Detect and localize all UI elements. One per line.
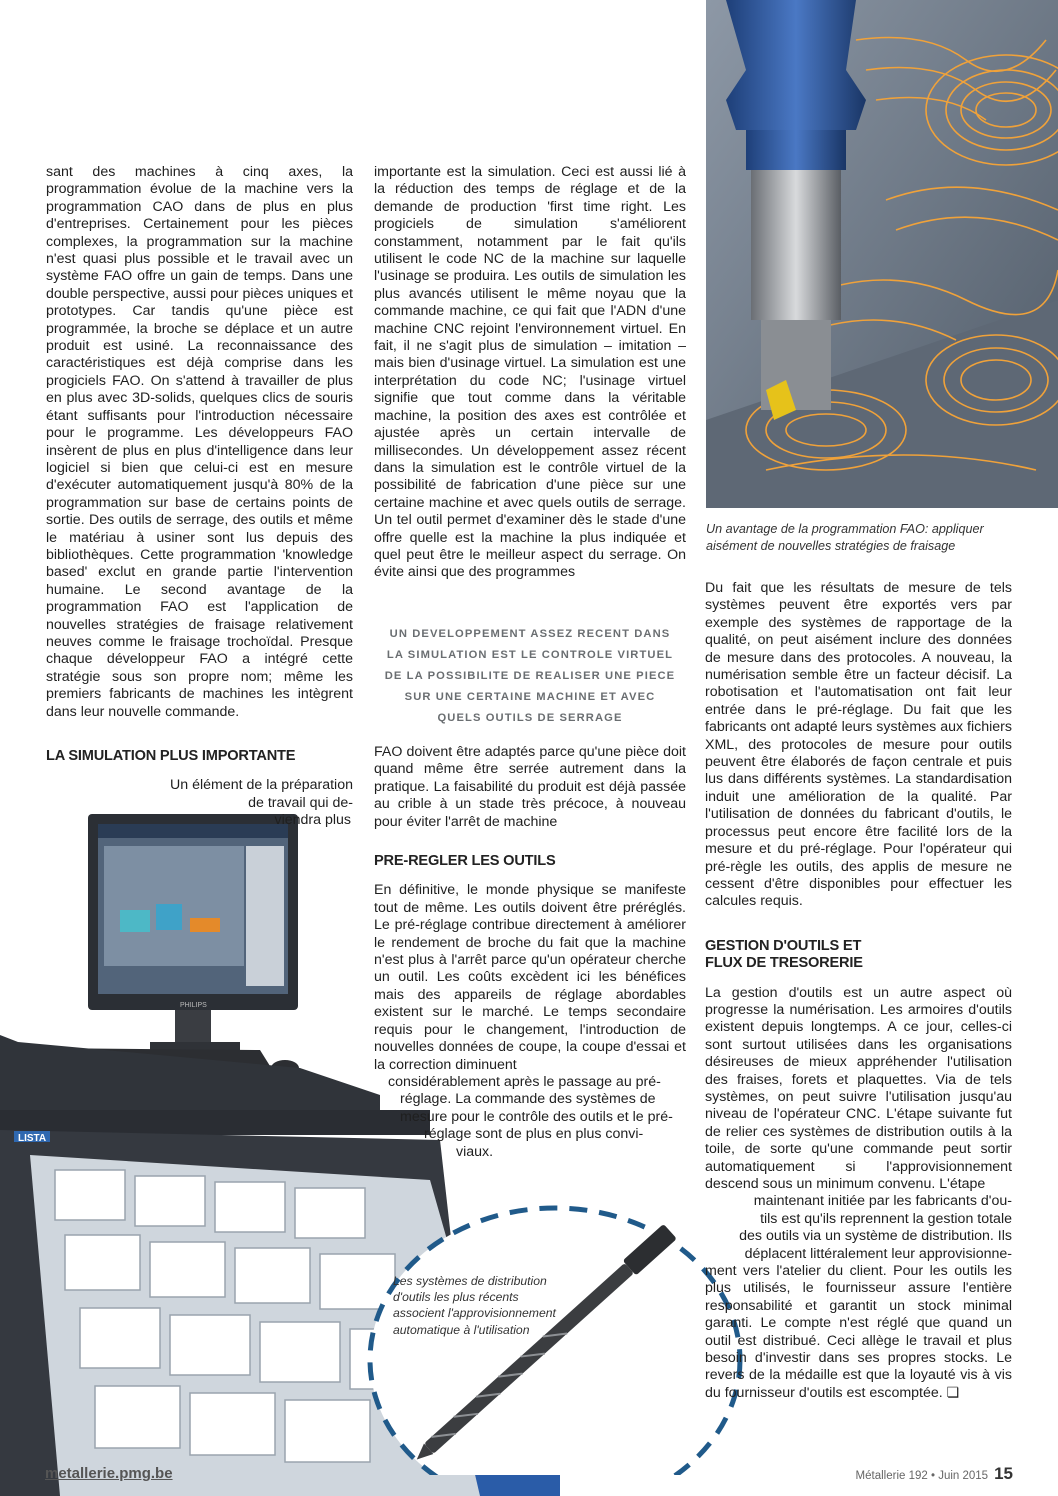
issue-label: Métallerie 192 • Juin 2015: [855, 1470, 989, 1482]
tail-line: maintenant initiée par les fabricants d'ou-: [753, 1193, 1012, 1210]
tail-line: déplacent littéralement leur approvisionne-: [744, 1245, 1012, 1262]
column-2-lower: [374, 744, 686, 1161]
heading-gestion: [705, 938, 1012, 973]
pull-quote-line: SUR UNE CERTAINE MACHINE ET AVEC: [404, 691, 656, 703]
tail-line: des outils via un système de distribution. Ils: [739, 1228, 1012, 1245]
column-1-paragraph: sant des machines à cinq axes, la programmation évolue de la machine vers la programmation CAO dans de plus en plus d'entreprises. Certainement pour les pièces complexes, la programmation sur la machine n'est quasi plus possible et le travail avec un système FAO offre un gain de temps. Dans une double perspective, aussi pour pièces uniques et prototypes. Car tandis qu'une pièce est programmée, la broche se déplace et un autre produit est usiné. La reconnaissance des caractéristiques est déjà comprise dans les progiciels FAO. On s'attend à travailler de plus en plus avec 3D-solids, quelques clics de souris étant suffisants pour l'introduction nécessaire pour le programme. Les développeurs FAO insèrent de plus en plus d'intelligence dans leur logiciel si bien que celui-ci est en mesure d'exécuter automatiquement jusqu'à 80% de la programmation sur base de certains points de sortie. Des outils de serrage, des outils et même le matériau à usiner sont lus depuis des bibliothèques. Cette programmation 'knowledge based' exclut en grande partie l'intervention humaine. Le second avantage de la programmation FAO est l'application de nouvelles stratégies de fraisage relativement neuves comme le fraisage trochoïdal. Presque chaque développeur FAO a intégré cette stratégie sous son propre nom; même les premiers fabricants de machines les intègrent dans leur nouvelle commande.: [46, 164, 353, 720]
footer-site-link[interactable]: metallerie.pmg.be: [45, 1465, 173, 1482]
column-3: [705, 580, 1012, 1402]
column-1: [46, 164, 353, 830]
drill-caption: Les systèmes de distribution d'outils les plus récents associent l'approvisionnement automatique à l'utilisation: [393, 1274, 556, 1337]
heading-line: FLUX DE TRESORERIE: [705, 955, 863, 972]
monitor-brand: PHILIPS: [180, 1002, 207, 1009]
pull-quote-line: UN DEVELOPPEMENT ASSEZ RECENT DANS: [389, 628, 671, 640]
column-2-tail: [374, 1074, 686, 1161]
top-photo-caption: Un avantage de la programmation FAO: appliquer aisément de nouvelles stratégies de fraisage: [706, 522, 984, 553]
column-3-paragraph-2: La gestion d'outils est un autre aspect où progresse la numérisation. Les armoires d'outils existent depuis longtemps. A ce jour, celles-ci sont surtout utilisées dans les organisations désireuses de mieux appréhender l'utilisation des fraises, forets et plaquettes. Via de tels systèmes, on peut suivre l'utilisation jusqu'au niveau de l'opérateur CNC. L'étape suivante fut de relier ces systèmes de distribution outils à la toile, de sorte qu'une commande peut sortir automatiquement si l'approvisionnement descend sous un minimum convenu. L'étape: [705, 984, 1012, 1192]
pull-quote: [374, 624, 686, 729]
column-2-paragraph-2: FAO doivent être adaptés parce qu'une pièce doit quand même être serrée autrement dans la pratique. La faisabilité du produit est déjà passée au crible à un stade très précoce, à nouveau pour éviter l'arrêt de machine: [374, 744, 686, 830]
column-2-paragraph-3: En définitive, le monde physique se manifeste tout de même. Les outils doivent être préréglés. Le pré-réglage contribue directement à améliorer le rendement de broche du fait que la machine n'est plus à l'arrêt parce qu'un opérateur cherche un outil. Les coûts excèdent ici les bénéfices mais des appareils de réglage abordables existent sur le marché. Le temps secondaire requis pour le changement, l'introduction de nouvelles données de coupe, la coupe d'essai et la correction diminuent: [374, 882, 686, 1073]
heading-line: GESTION D'OUTILS ET: [705, 937, 862, 954]
column-3-paragraph-1: Du fait que les résultats de mesure de tels systèmes peuvent être exportés vers par exemple des systèmes de rapportage de la qualité, on peut aisément inclure des données de mesure dans des protocoles. A nouveau, la numérisation semble être un facteur décisif. La robotisation et l'automatisation ont fait leur entrée dans le pré-réglage. Du fait que les fabricants ont adapté leurs systèmes aux fichiers XML, des protocoles de mesure pour outils peuvent être élaborés de façon centrale et puis lus dans différents systèmes. La standardisation induit une amélioration de la qualité. Par l'utilisation de données du fabricant d'outils, le processus peut encore être facilité lors de la mesure et du pré-réglage. Pour l'opérateur qui pré-règle les outils, des applis de mesure ne cessent d'être disponibles pour effectuer les calcules requis.: [705, 580, 1012, 910]
tail-line: réglage. La commande des systèmes de: [400, 1091, 656, 1108]
tail-line: viendra plus: [274, 812, 351, 829]
page-number: 15: [994, 1464, 1013, 1483]
column-1-tail: [46, 777, 353, 829]
pull-quote-line: QUELS OUTILS DE SERRAGE: [437, 712, 623, 724]
tail-line: de travail qui de-: [248, 794, 353, 811]
milling-strategy-photo: [706, 0, 1058, 508]
tail-line: Un élément de la préparation: [170, 777, 353, 794]
heading-preregler: PRE-REGLER LES OUTILS: [374, 853, 556, 870]
column-3-tail: [705, 1193, 1012, 1263]
column-2-paragraph-1: importante est la simulation. Ceci est aussi lié à la réduction des temps de réglage et de la demande de production 'first time right. Les progiciels de simulation s'améliorent constamment, notamment par le fait qu'ils utilisent le code NC de la machine sur laquelle l'usinage se produira. Les outils de simulation les plus avancés utilisent le même noyau que la commande machine, ce qui fait que l'ADN d'une machine CNC rejoint l'environnement virtuel. En fait, il ne s'agit plus de simulation – imitation – mais bien d'usinage virtuel. La simulation est une interprétation du code NC; l'usinage virtuel signifie que tout comme dans la véritable machine, la position des axes est contrôlée et ajustée après un certain intervalle de millisecondes. Un développement assez récent dans la simulation est le contrôle virtuel de la possibilité de fabrication d'une pièce sur une certaine machine et avec quels outils de serrage. Un tel outil permet d'examiner dès le stade d'une offre quelle est la machine la plus indiquée et quel peut être le meilleur aspect du serrage. On évite ainsi que des programmes: [374, 164, 686, 581]
tail-line: considérablement après le passage au pré-: [388, 1073, 661, 1090]
tail-line: tils est qu'ils reprennent la gestion totale: [760, 1210, 1012, 1227]
tail-line: mesure pour le contrôle des outils et le pré-: [400, 1108, 673, 1125]
column-3-paragraph-3: ment vers l'atelier du client. Pour les outils les plus utilisés, le fournisseur assure l'entière responsabilité et garantit un stock minimal garanti. Le compte n'est réglé que quand un outil est distribué. Ceci allège le travail et plus besoin d'investir dans ses propres stocks. Le revers de la médaille est que la loyauté vis à vis du fournisseur d'outils est escomptée. ❏: [705, 1263, 1012, 1401]
pull-quote-line: LA SIMULATION EST LE CONTROLE VIRTUEL: [386, 649, 674, 661]
tail-line: viaux.: [456, 1143, 494, 1160]
pull-quote-line: DE LA POSSIBILITE DE REALISER UNE PIECE: [384, 670, 676, 682]
tail-line: réglage sont de plus en plus convi-: [424, 1126, 644, 1143]
heading-simulation: LA SIMULATION PLUS IMPORTANTE: [46, 748, 296, 764]
footer-issue: [856, 1464, 1013, 1484]
column-2: [374, 164, 686, 582]
cabinet-brand: LISTA: [18, 1133, 47, 1144]
